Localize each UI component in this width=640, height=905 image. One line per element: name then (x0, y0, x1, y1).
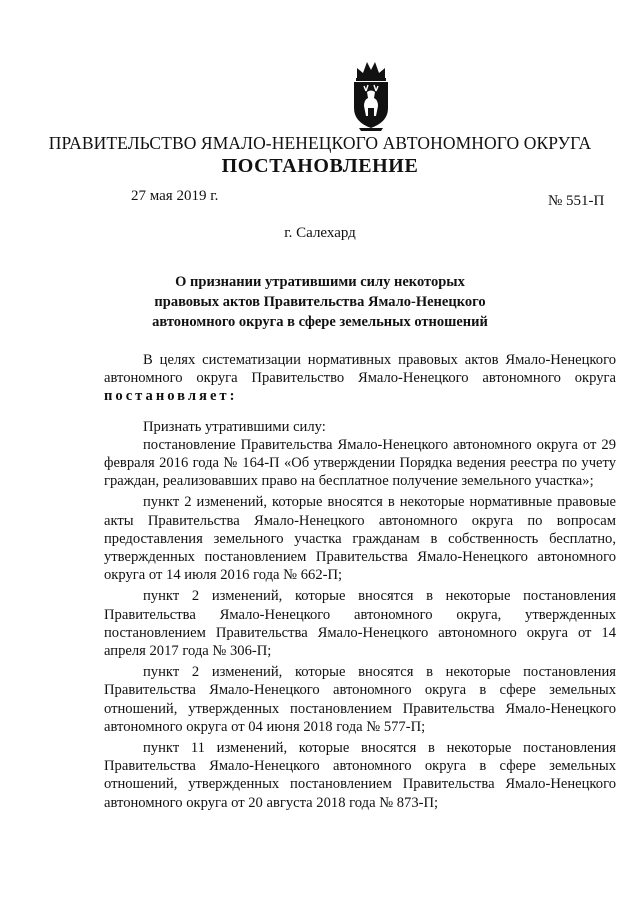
government-name: ПРАВИТЕЛЬСТВО ЯМАЛО-НЕНЕЦКОГО АВТОНОМНОГО ОКРУГА (48, 133, 592, 153)
coat-of-arms-icon (349, 58, 393, 132)
decrees-word: постановляет: (104, 388, 238, 405)
document-date: 27 мая 2019 г. (131, 188, 219, 204)
document-number: № 551-П (548, 193, 605, 209)
document-title: О признании утратившими силу некоторых правовых актов Правительства Ямало-Ненецкого автономного округа в сфере земельных отношений (152, 274, 488, 330)
document-city: г. Салехард (284, 225, 356, 241)
list-item: пункт 11 изменений, которые вносятся в некоторые постановления Правительства Ямало-Ненецкого автономного округа в сфере земельных отношений, утвержденных постановлением Правительства Ямало-Ненецкого автономного округа от 20 августа 2018 года № 873-П; (104, 740, 616, 811)
list-item: постановление Правительства Ямало-Ненецкого автономного округа от 29 февраля 2016 года № 164-П «Об утверждении Порядка ведения реестра по учету граждан, реализовавших право на бесплатное получение земельного участка»; (104, 436, 616, 490)
list-item: пункт 2 изменений, которые вносятся в некоторые постановления Правительства Ямало-Ненецкого автономного округа, утвержденных постановлением Правительства Ямало-Ненецкого автономного округа от 14 апреля 2017 года № 306-П; (104, 588, 616, 660)
document-type: ПОСТАНОВЛЕНИЕ (221, 155, 419, 177)
preamble-paragraph (104, 351, 616, 406)
list-item: пункт 2 изменений, которые вносятся в некоторые нормативные правовые акты Правительства Ямало-Ненецкого автономного округа по вопросам предоставления земельного участка гражданам в собственность бесплатно, утвержденных постановлением Правительства Ямало-Ненецкого автономного округа от 14 июля 2016 года № 662-П; (104, 494, 616, 584)
intro-paragraph: Признать утратившими силу: (143, 418, 326, 435)
preamble-text: В целях систематизации нормативных правовых актов Ямало-Ненецкого автономного округа Правительство Ямало-Ненецкого автономного округа (104, 352, 616, 387)
document-body (104, 351, 616, 812)
list-item: пункт 2 изменений, которые вносятся в некоторые постановления Правительства Ямало-Ненецкого автономного округа в сфере земельных отношений, утвержденных постановлением Правительства Ямало-Ненецкого автономного округа от 04 июня 2018 года № 577-П; (104, 664, 616, 735)
